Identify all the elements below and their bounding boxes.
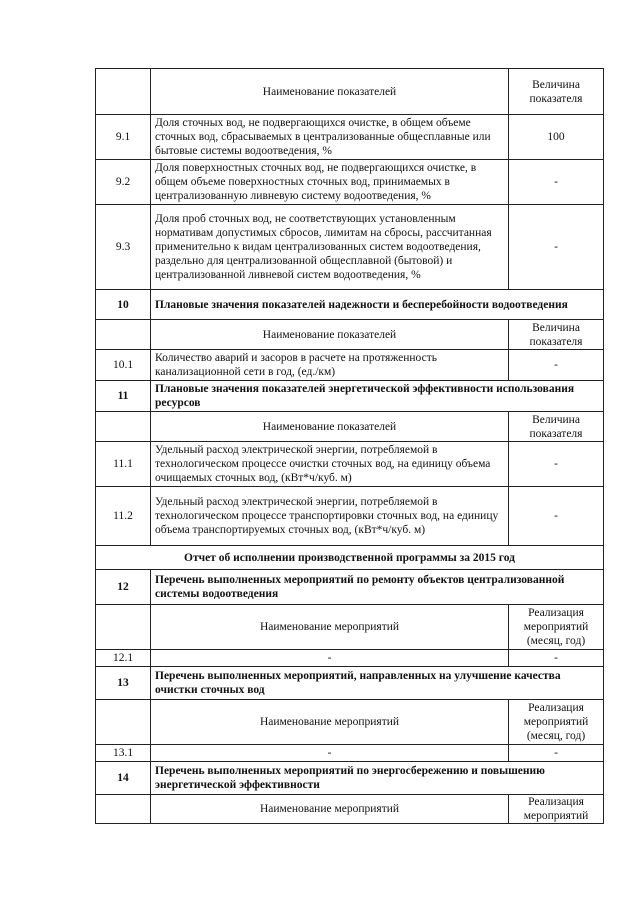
column-header-value: Реализация мероприятий (месяц, год) [509, 700, 604, 745]
column-header-value: Реализация мероприятий (месяц, год) [509, 605, 604, 650]
indicators-table [95, 68, 604, 824]
header-row [96, 320, 604, 350]
report-title: Отчет об исполнении производственной программы за 2015 год [96, 546, 604, 570]
row-number-cell [96, 795, 151, 824]
section-title: Перечень выполненных мероприятий, направленных на улучшение качества очистки сточных вод [151, 667, 604, 700]
section-row [96, 667, 604, 700]
indicator-value-cell: - [509, 745, 604, 762]
item-row [96, 205, 604, 290]
column-header-name: Наименование показателей [151, 412, 509, 442]
section-number: 11 [96, 381, 151, 412]
section-row [96, 381, 604, 412]
section-title: Перечень выполненных мероприятий по ремонту объектов централизованной системы водоотведения [151, 570, 604, 605]
indicator-name-cell: - [151, 745, 509, 762]
indicator-value-cell: - [509, 442, 604, 487]
item-row [96, 115, 604, 160]
column-header-name: Наименование мероприятий [151, 605, 509, 650]
row-number-cell [96, 412, 151, 442]
indicator-name-cell: - [151, 650, 509, 667]
row-number-cell: 12.1 [96, 650, 151, 667]
section-number: 14 [96, 762, 151, 795]
section-title: Плановые значения показателей надежности и бесперебойности водоотведения [151, 290, 604, 320]
indicator-value-cell: - [509, 160, 604, 205]
column-header-value: Величина показателя [509, 320, 604, 350]
row-number-cell [96, 69, 151, 115]
column-header-name: Наименование мероприятий [151, 795, 509, 824]
item-row [96, 650, 604, 667]
row-number-cell: 13.1 [96, 745, 151, 762]
section-number: 12 [96, 570, 151, 605]
header-row [96, 412, 604, 442]
section-row [96, 290, 604, 320]
indicator-value-cell: - [509, 205, 604, 290]
indicator-name-cell: Удельный расход электрической энергии, потребляемой в технологическом процессе транспортировки сточных вод, на единицу объема транспортируемых сточных вод, (кВт*ч/куб. м) [151, 487, 509, 546]
item-row [96, 487, 604, 546]
row-number-cell: 11.2 [96, 487, 151, 546]
column-header-name: Наименование мероприятий [151, 700, 509, 745]
header-row [96, 795, 604, 824]
section-title: Плановые значения показателей энергетической эффективности использования ресурсов [151, 381, 604, 412]
column-header-value: Величина показателя [509, 69, 604, 115]
indicator-name-cell: Количество аварий и засоров в расчете на протяженность канализационной сети в год, (ед./км) [151, 350, 509, 381]
section-row [96, 570, 604, 605]
indicator-value-cell: - [509, 350, 604, 381]
indicator-name-cell: Доля проб сточных вод, не соответствующих установленным нормативам допустимых сбросов, лимитам на сбросы, рассчитанная применительно к видам централизованных систем водоотведения, раздельно для централизованной общесплавной (бытовой) и централизованной ливневой систем водоотведения, % [151, 205, 509, 290]
section-title: Перечень выполненных мероприятий по энергосбережению и повышению энергетической эффективности [151, 762, 604, 795]
column-header-name: Наименование показателей [151, 320, 509, 350]
section-number: 13 [96, 667, 151, 700]
section-number: 10 [96, 290, 151, 320]
header-row [96, 605, 604, 650]
row-number-cell [96, 605, 151, 650]
report-row [96, 546, 604, 570]
section-row [96, 762, 604, 795]
column-header-name: Наименование показателей [151, 69, 509, 115]
indicator-value-cell: 100 [509, 115, 604, 160]
row-number-cell: 9.1 [96, 115, 151, 160]
item-row [96, 160, 604, 205]
indicator-name-cell: Доля поверхностных сточных вод, не подвергающихся очистке, в общем объеме поверхностных сточных вод, принимаемых в централизованную ливневую систему водоотведения, % [151, 160, 509, 205]
item-row [96, 745, 604, 762]
row-number-cell [96, 700, 151, 745]
column-header-value: Величина показателя [509, 412, 604, 442]
row-number-cell: 9.3 [96, 205, 151, 290]
item-row [96, 350, 604, 381]
item-row [96, 442, 604, 487]
column-header-value: Реализация мероприятий [509, 795, 604, 824]
indicator-name-cell: Доля сточных вод, не подвергающихся очистке, в общем объеме сточных вод, сбрасываемых в централизованные общесплавные или бытовые системы водоотведения, % [151, 115, 509, 160]
row-number-cell: 9.2 [96, 160, 151, 205]
row-number-cell [96, 320, 151, 350]
indicator-value-cell: - [509, 487, 604, 546]
row-number-cell: 10.1 [96, 350, 151, 381]
row-number-cell: 11.1 [96, 442, 151, 487]
indicator-name-cell: Удельный расход электрической энергии, потребляемой в технологическом процессе очистки сточных вод, на единицу объема очищаемых сточных вод, (кВт*ч/куб. м) [151, 442, 509, 487]
indicator-value-cell: - [509, 650, 604, 667]
header-row [96, 700, 604, 745]
header-row [96, 69, 604, 115]
